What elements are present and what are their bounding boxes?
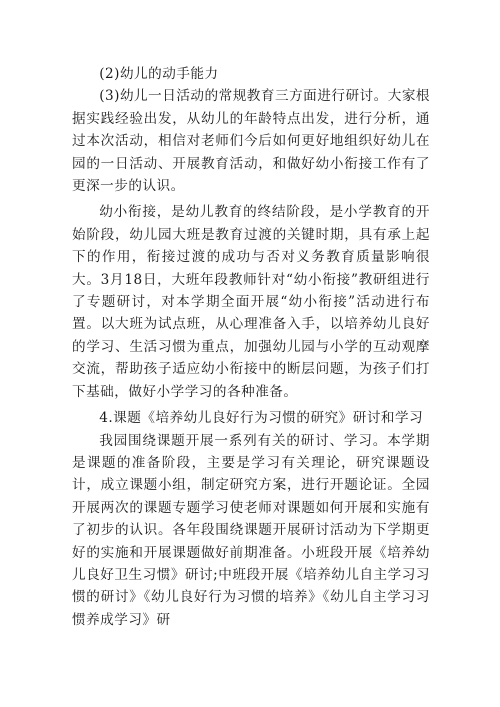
document-body bbox=[72, 63, 430, 631]
transition-paragraph: 幼小衔接，是幼儿教育的终结阶段，是小学教育的开始阶段，幼儿园大班是教育过渡的关键时期，具有承上起下的作用，衔接过渡的成功与否对义务教育质量影响很大。3月18日，大班年段教师针对“幼小衔接”教研组进行了专题研讨，对本学期全面开展“幼小衔接”活动进行布置。以大班为试点班，从心理准备入手，以培养幼儿良好的学习、生活习惯为重点，加强幼儿园与小学的互动观摩交流，帮助孩子适应幼小衔接中的断层问题，为孩子们打下基础，做好小学学习的各种准备。 bbox=[72, 204, 430, 400]
section-4-paragraph: 我园围绕课题开展一系列有关的研讨、学习。本学期是课题的准备阶段，主要是学习有关理论，研究课题设计，成立课题小组，制定研究方案，进行开题论证。全园开展两次的课题专题学习使老师对课题如何开展和实施有了初步的认识。各年段围绕课题开展研讨活动为下学期更好的实施和开展课题做好前期准备。小班段开展《培养幼儿良好卫生习惯》研讨;中班段开展《培养幼儿自主学习习惯的研讨》《幼儿良好行为习惯的培养》《幼儿自主学习习惯养成学习》研 bbox=[72, 432, 430, 628]
item-2-heading: (2)幼儿的动手能力 bbox=[99, 66, 219, 82]
section-4-heading: 4.课题《培养幼儿良好行为习惯的研究》研讨和学习 bbox=[99, 410, 424, 427]
item-3-paragraph: (3)幼儿一日活动的常规教育三方面进行研讨。大家根据实践经验出发，从幼儿的年龄特点出发，进行分析，通过本次活动，相信对老师们今后如何更好地组织好幼儿在园的一日活动、开展教育活动，和做好幼小衔接工作有了更深一步的认识。 bbox=[72, 88, 431, 195]
